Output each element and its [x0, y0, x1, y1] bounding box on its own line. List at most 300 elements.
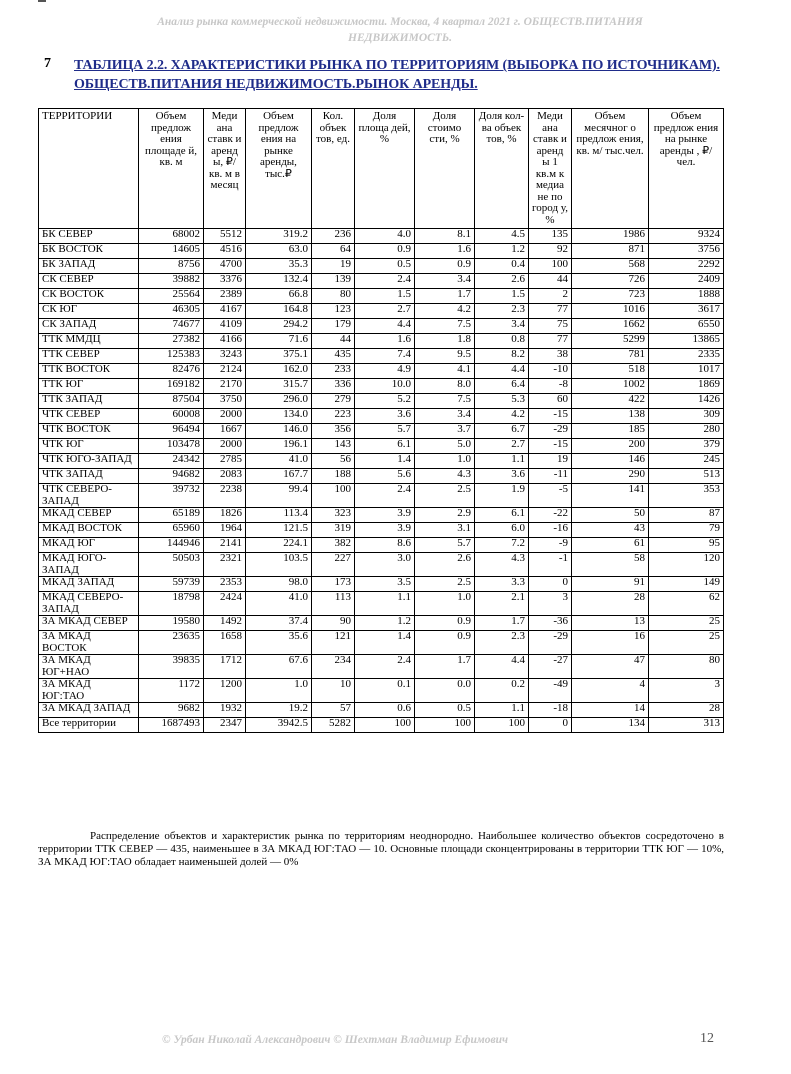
- value-cell: 200: [572, 439, 649, 454]
- table-row: [39, 289, 724, 304]
- territory-cell: ТТК ММДЦ: [39, 334, 139, 349]
- value-cell: 65189: [139, 508, 204, 523]
- value-cell: 6.1: [475, 508, 529, 523]
- territory-cell: ЗА МКАД ВОСТОК: [39, 631, 139, 655]
- table-row: [39, 379, 724, 394]
- value-cell: 1.1: [355, 592, 415, 616]
- value-cell: 39835: [139, 655, 204, 679]
- value-cell: 0.8: [475, 334, 529, 349]
- value-cell: 1.2: [355, 616, 415, 631]
- value-cell: 2424: [204, 592, 246, 616]
- value-cell: 375.1: [246, 349, 312, 364]
- value-cell: 25564: [139, 289, 204, 304]
- value-cell: 0.9: [355, 244, 415, 259]
- territory-cell: ЧТК ЗАПАД: [39, 469, 139, 484]
- value-cell: 1826: [204, 508, 246, 523]
- value-cell: 3617: [649, 304, 724, 319]
- value-cell: 0.0: [415, 679, 475, 703]
- value-cell: 134: [572, 718, 649, 733]
- value-cell: 41.0: [246, 454, 312, 469]
- value-cell: 353: [649, 484, 724, 508]
- value-cell: 313: [649, 718, 724, 733]
- page-number: 12: [700, 1031, 714, 1046]
- territory-cell: МКАД СЕВЕР: [39, 508, 139, 523]
- territory-cell: БК СЕВЕР: [39, 229, 139, 244]
- table-row: [39, 454, 724, 469]
- value-cell: 35.3: [246, 259, 312, 274]
- value-cell: 6.1: [355, 439, 415, 454]
- value-cell: 141: [572, 484, 649, 508]
- value-cell: 2124: [204, 364, 246, 379]
- value-cell: 91: [572, 577, 649, 592]
- value-cell: 5.6: [355, 469, 415, 484]
- value-cell: 2170: [204, 379, 246, 394]
- value-cell: 24342: [139, 454, 204, 469]
- value-cell: 3.7: [415, 424, 475, 439]
- value-cell: 2.6: [475, 274, 529, 289]
- value-cell: 164.8: [246, 304, 312, 319]
- value-cell: 4.4: [355, 319, 415, 334]
- value-cell: 71.6: [246, 334, 312, 349]
- value-cell: 100: [312, 484, 355, 508]
- value-cell: 66.8: [246, 289, 312, 304]
- value-cell: 103.5: [246, 553, 312, 577]
- value-cell: 9324: [649, 229, 724, 244]
- value-cell: 1200: [204, 679, 246, 703]
- territory-cell: СК ЮГ: [39, 304, 139, 319]
- column-header: Объем предлож ения площаде й, кв. м: [139, 109, 204, 229]
- value-cell: 4: [572, 679, 649, 703]
- value-cell: 5.7: [355, 424, 415, 439]
- value-cell: 100: [529, 259, 572, 274]
- value-cell: 309: [649, 409, 724, 424]
- value-cell: 185: [572, 424, 649, 439]
- value-cell: 46305: [139, 304, 204, 319]
- value-cell: 3.3: [475, 577, 529, 592]
- value-cell: 63.0: [246, 244, 312, 259]
- value-cell: 3756: [649, 244, 724, 259]
- territory-cell: МКАД ЮГО-ЗАПАД: [39, 553, 139, 577]
- table-row: [39, 319, 724, 334]
- value-cell: 134.0: [246, 409, 312, 424]
- table-row: [39, 274, 724, 289]
- value-cell: 5.2: [355, 394, 415, 409]
- territory-cell: БК ВОСТОК: [39, 244, 139, 259]
- column-header: Меди ана ставк и аренд ы, ₽/кв. м в месяц: [204, 109, 246, 229]
- value-cell: 98.0: [246, 577, 312, 592]
- column-header: Кол. объек тов, ед.: [312, 109, 355, 229]
- value-cell: 3243: [204, 349, 246, 364]
- value-cell: 96494: [139, 424, 204, 439]
- column-header: Объем предлож ения на рынке аренды , ₽/чел.: [649, 109, 724, 229]
- value-cell: 50503: [139, 553, 204, 577]
- value-cell: 2.7: [475, 439, 529, 454]
- value-cell: 2409: [649, 274, 724, 289]
- value-cell: 3.4: [415, 409, 475, 424]
- value-cell: 19: [312, 259, 355, 274]
- value-cell: 296.0: [246, 394, 312, 409]
- value-cell: 1662: [572, 319, 649, 334]
- territory-cell: ТТК ЗАПАД: [39, 394, 139, 409]
- value-cell: 2000: [204, 439, 246, 454]
- column-header: Объем месячног о предлож ения, кв. м/ тыс.чел.: [572, 109, 649, 229]
- value-cell: 35.6: [246, 631, 312, 655]
- territory-cell: СК ВОСТОК: [39, 289, 139, 304]
- value-cell: 2.6: [415, 553, 475, 577]
- territory-cell: ЗА МКАД ЗАПАД: [39, 703, 139, 718]
- value-cell: 3.6: [475, 469, 529, 484]
- value-cell: 2292: [649, 259, 724, 274]
- value-cell: -5: [529, 484, 572, 508]
- value-cell: 1017: [649, 364, 724, 379]
- value-cell: 336: [312, 379, 355, 394]
- value-cell: 25: [649, 616, 724, 631]
- value-cell: 173: [312, 577, 355, 592]
- value-cell: 0.6: [355, 703, 415, 718]
- value-cell: 19580: [139, 616, 204, 631]
- value-cell: 2.4: [355, 274, 415, 289]
- value-cell: -1: [529, 553, 572, 577]
- table-row: [39, 244, 724, 259]
- value-cell: 4.1: [415, 364, 475, 379]
- value-cell: 28: [572, 592, 649, 616]
- table-body: [39, 229, 724, 733]
- table-row: [39, 577, 724, 592]
- value-cell: 234: [312, 655, 355, 679]
- value-cell: 2.5: [415, 484, 475, 508]
- territory-cell: ЗА МКАД ЮГ:ТАО: [39, 679, 139, 703]
- value-cell: 113.4: [246, 508, 312, 523]
- table-row: [39, 718, 724, 733]
- value-cell: 568: [572, 259, 649, 274]
- value-cell: 7.5: [415, 394, 475, 409]
- value-cell: 1.0: [415, 592, 475, 616]
- territory-cell: ЧТК ЮГ: [39, 439, 139, 454]
- value-cell: 2.1: [475, 592, 529, 616]
- value-cell: 4.4: [475, 364, 529, 379]
- value-cell: 121.5: [246, 523, 312, 538]
- table-row: [39, 409, 724, 424]
- territory-cell: ТТК СЕВЕР: [39, 349, 139, 364]
- value-cell: 2.4: [355, 484, 415, 508]
- value-cell: 143: [312, 439, 355, 454]
- territory-cell: Все территории: [39, 718, 139, 733]
- value-cell: 2.4: [355, 655, 415, 679]
- value-cell: 319: [312, 523, 355, 538]
- value-cell: 28: [649, 703, 724, 718]
- table-row: [39, 469, 724, 484]
- value-cell: 146: [572, 454, 649, 469]
- value-cell: 1.0: [415, 454, 475, 469]
- territory-cell: ЧТК ЮГО-ЗАПАД: [39, 454, 139, 469]
- value-cell: 103478: [139, 439, 204, 454]
- value-cell: 138: [572, 409, 649, 424]
- territory-cell: СК СЕВЕР: [39, 274, 139, 289]
- value-cell: 50: [572, 508, 649, 523]
- value-cell: 279: [312, 394, 355, 409]
- value-cell: 19.2: [246, 703, 312, 718]
- value-cell: 3.6: [355, 409, 415, 424]
- value-cell: 382: [312, 538, 355, 553]
- table-row: [39, 304, 724, 319]
- territory-cell: МКАД ЗАПАД: [39, 577, 139, 592]
- value-cell: 3.4: [475, 319, 529, 334]
- value-cell: 6.0: [475, 523, 529, 538]
- value-cell: 188: [312, 469, 355, 484]
- value-cell: 37.4: [246, 616, 312, 631]
- value-cell: 0.5: [355, 259, 415, 274]
- value-cell: 59739: [139, 577, 204, 592]
- value-cell: 1.6: [355, 334, 415, 349]
- value-cell: 6550: [649, 319, 724, 334]
- value-cell: 1492: [204, 616, 246, 631]
- value-cell: 1.9: [475, 484, 529, 508]
- value-cell: 4.2: [475, 409, 529, 424]
- value-cell: 245: [649, 454, 724, 469]
- value-cell: 135: [529, 229, 572, 244]
- value-cell: 8.2: [475, 349, 529, 364]
- table-row: [39, 259, 724, 274]
- value-cell: 2000: [204, 409, 246, 424]
- value-cell: -22: [529, 508, 572, 523]
- value-cell: 224.1: [246, 538, 312, 553]
- value-cell: 120: [649, 553, 724, 577]
- value-cell: 1.7: [475, 616, 529, 631]
- table-row: [39, 523, 724, 538]
- value-cell: 77: [529, 304, 572, 319]
- value-cell: 1712: [204, 655, 246, 679]
- value-cell: 23635: [139, 631, 204, 655]
- value-cell: 4.3: [415, 469, 475, 484]
- value-cell: 323: [312, 508, 355, 523]
- table-row: [39, 349, 724, 364]
- value-cell: -11: [529, 469, 572, 484]
- value-cell: 44: [529, 274, 572, 289]
- table-header-row: [39, 109, 724, 229]
- value-cell: 14605: [139, 244, 204, 259]
- value-cell: 422: [572, 394, 649, 409]
- value-cell: 319.2: [246, 229, 312, 244]
- territory-cell: ЧТК ВОСТОК: [39, 424, 139, 439]
- territory-cell: СК ЗАПАД: [39, 319, 139, 334]
- table-row: [39, 334, 724, 349]
- value-cell: 57: [312, 703, 355, 718]
- value-cell: 75: [529, 319, 572, 334]
- value-cell: 43: [572, 523, 649, 538]
- value-cell: 0.5: [415, 703, 475, 718]
- value-cell: 38: [529, 349, 572, 364]
- table-row: [39, 631, 724, 655]
- table-row: [39, 538, 724, 553]
- value-cell: 1.4: [355, 454, 415, 469]
- value-cell: -8: [529, 379, 572, 394]
- value-cell: 16: [572, 631, 649, 655]
- table-row: [39, 553, 724, 577]
- header-line-2: НЕДВИЖИМОСТЬ.: [348, 32, 452, 44]
- value-cell: 8756: [139, 259, 204, 274]
- value-cell: 41.0: [246, 592, 312, 616]
- value-cell: 65960: [139, 523, 204, 538]
- value-cell: 99.4: [246, 484, 312, 508]
- value-cell: 4167: [204, 304, 246, 319]
- value-cell: 356: [312, 424, 355, 439]
- value-cell: 5.0: [415, 439, 475, 454]
- value-cell: 3750: [204, 394, 246, 409]
- value-cell: 4166: [204, 334, 246, 349]
- value-cell: 233: [312, 364, 355, 379]
- value-cell: 1.1: [475, 454, 529, 469]
- value-cell: 3.0: [355, 553, 415, 577]
- value-cell: 2.7: [355, 304, 415, 319]
- value-cell: 4.5: [475, 229, 529, 244]
- value-cell: 44: [312, 334, 355, 349]
- value-cell: 3376: [204, 274, 246, 289]
- value-cell: 1964: [204, 523, 246, 538]
- value-cell: 7.2: [475, 538, 529, 553]
- value-cell: -27: [529, 655, 572, 679]
- value-cell: 8.1: [415, 229, 475, 244]
- value-cell: 1426: [649, 394, 724, 409]
- table-row: [39, 424, 724, 439]
- value-cell: 64: [312, 244, 355, 259]
- table-row: [39, 439, 724, 454]
- table-row: [39, 484, 724, 508]
- value-cell: 781: [572, 349, 649, 364]
- value-cell: 5282: [312, 718, 355, 733]
- table-row: [39, 508, 724, 523]
- table-row: [39, 229, 724, 244]
- value-cell: 1.5: [475, 289, 529, 304]
- value-cell: 94682: [139, 469, 204, 484]
- value-cell: 121: [312, 631, 355, 655]
- value-cell: 82476: [139, 364, 204, 379]
- value-cell: 196.1: [246, 439, 312, 454]
- value-cell: 5299: [572, 334, 649, 349]
- territory-cell: ЧТК СЕВЕР: [39, 409, 139, 424]
- value-cell: 3942.5: [246, 718, 312, 733]
- value-cell: 77: [529, 334, 572, 349]
- value-cell: 0.9: [415, 616, 475, 631]
- value-cell: 1172: [139, 679, 204, 703]
- corner-mark: [38, 0, 46, 2]
- value-cell: 25: [649, 631, 724, 655]
- value-cell: 3.1: [415, 523, 475, 538]
- value-cell: 9.5: [415, 349, 475, 364]
- value-cell: 280: [649, 424, 724, 439]
- footer-authors: © Урбан Николай Александрович © Шехтман Владимир Ефимович: [162, 1034, 509, 1046]
- table-row: [39, 592, 724, 616]
- value-cell: 1.7: [415, 655, 475, 679]
- table-row: [39, 679, 724, 703]
- column-header: ТЕРРИТОРИИ: [39, 109, 139, 229]
- value-cell: 13: [572, 616, 649, 631]
- value-cell: 1002: [572, 379, 649, 394]
- value-cell: 100: [475, 718, 529, 733]
- territory-cell: МКАД ЮГ: [39, 538, 139, 553]
- value-cell: 1.8: [415, 334, 475, 349]
- value-cell: 14: [572, 703, 649, 718]
- value-cell: 18798: [139, 592, 204, 616]
- value-cell: 1658: [204, 631, 246, 655]
- value-cell: 1932: [204, 703, 246, 718]
- value-cell: -15: [529, 409, 572, 424]
- value-cell: 80: [312, 289, 355, 304]
- value-cell: 1687493: [139, 718, 204, 733]
- value-cell: 2785: [204, 454, 246, 469]
- value-cell: 8.0: [415, 379, 475, 394]
- value-cell: 871: [572, 244, 649, 259]
- value-cell: 435: [312, 349, 355, 364]
- column-header: Меди ана ставк и аренд ы 1 кв.м к медиа не по город у, %: [529, 109, 572, 229]
- territory-cell: МКАД ВОСТОК: [39, 523, 139, 538]
- value-cell: 139: [312, 274, 355, 289]
- value-cell: 62: [649, 592, 724, 616]
- value-cell: 0.9: [415, 631, 475, 655]
- territory-cell: ЗА МКАД СЕВЕР: [39, 616, 139, 631]
- value-cell: 2.3: [475, 631, 529, 655]
- column-header: Доля площа дей, %: [355, 109, 415, 229]
- value-cell: 60: [529, 394, 572, 409]
- value-cell: 290: [572, 469, 649, 484]
- value-cell: -16: [529, 523, 572, 538]
- value-cell: 100: [355, 718, 415, 733]
- value-cell: 2335: [649, 349, 724, 364]
- value-cell: 87: [649, 508, 724, 523]
- value-cell: 1.0: [246, 679, 312, 703]
- value-cell: 1.5: [355, 289, 415, 304]
- value-cell: 167.7: [246, 469, 312, 484]
- value-cell: 61: [572, 538, 649, 553]
- territory-cell: ТТК ЮГ: [39, 379, 139, 394]
- value-cell: 2: [529, 289, 572, 304]
- value-cell: 27382: [139, 334, 204, 349]
- value-cell: 8.6: [355, 538, 415, 553]
- value-cell: 74677: [139, 319, 204, 334]
- value-cell: 144946: [139, 538, 204, 553]
- value-cell: 19: [529, 454, 572, 469]
- section-title[interactable]: ТАБЛИЦА 2.2. ХАРАКТЕРИСТИКИ РЫНКА ПО ТЕРРИТОРИЯМ (ВЫБОРКА ПО ИСТОЧНИКАМ). ОБЩЕСТВ.ПИТАНИЯ НЕДВИЖИМОСТЬ.РЫНОК АРЕНДЫ.: [74, 58, 720, 92]
- value-cell: 3.9: [355, 523, 415, 538]
- column-header: Объем предлож ения на рынке аренды, тыс.₽: [246, 109, 312, 229]
- value-cell: 723: [572, 289, 649, 304]
- value-cell: 4.3: [475, 553, 529, 577]
- value-cell: 4516: [204, 244, 246, 259]
- value-cell: 2347: [204, 718, 246, 733]
- value-cell: 0: [529, 577, 572, 592]
- value-cell: -29: [529, 424, 572, 439]
- value-cell: 1.2: [475, 244, 529, 259]
- value-cell: 0: [529, 718, 572, 733]
- value-cell: 2321: [204, 553, 246, 577]
- value-cell: 1.7: [415, 289, 475, 304]
- value-cell: 1.4: [355, 631, 415, 655]
- value-cell: 0.9: [415, 259, 475, 274]
- value-cell: -18: [529, 703, 572, 718]
- value-cell: 7.5: [415, 319, 475, 334]
- value-cell: 7.4: [355, 349, 415, 364]
- value-cell: -36: [529, 616, 572, 631]
- value-cell: 146.0: [246, 424, 312, 439]
- market-table: [38, 108, 724, 733]
- value-cell: 68002: [139, 229, 204, 244]
- value-cell: 726: [572, 274, 649, 289]
- value-cell: 47: [572, 655, 649, 679]
- value-cell: 6.4: [475, 379, 529, 394]
- value-cell: 60008: [139, 409, 204, 424]
- value-cell: -29: [529, 631, 572, 655]
- value-cell: -49: [529, 679, 572, 703]
- territory-cell: МКАД СЕВЕРО-ЗАПАД: [39, 592, 139, 616]
